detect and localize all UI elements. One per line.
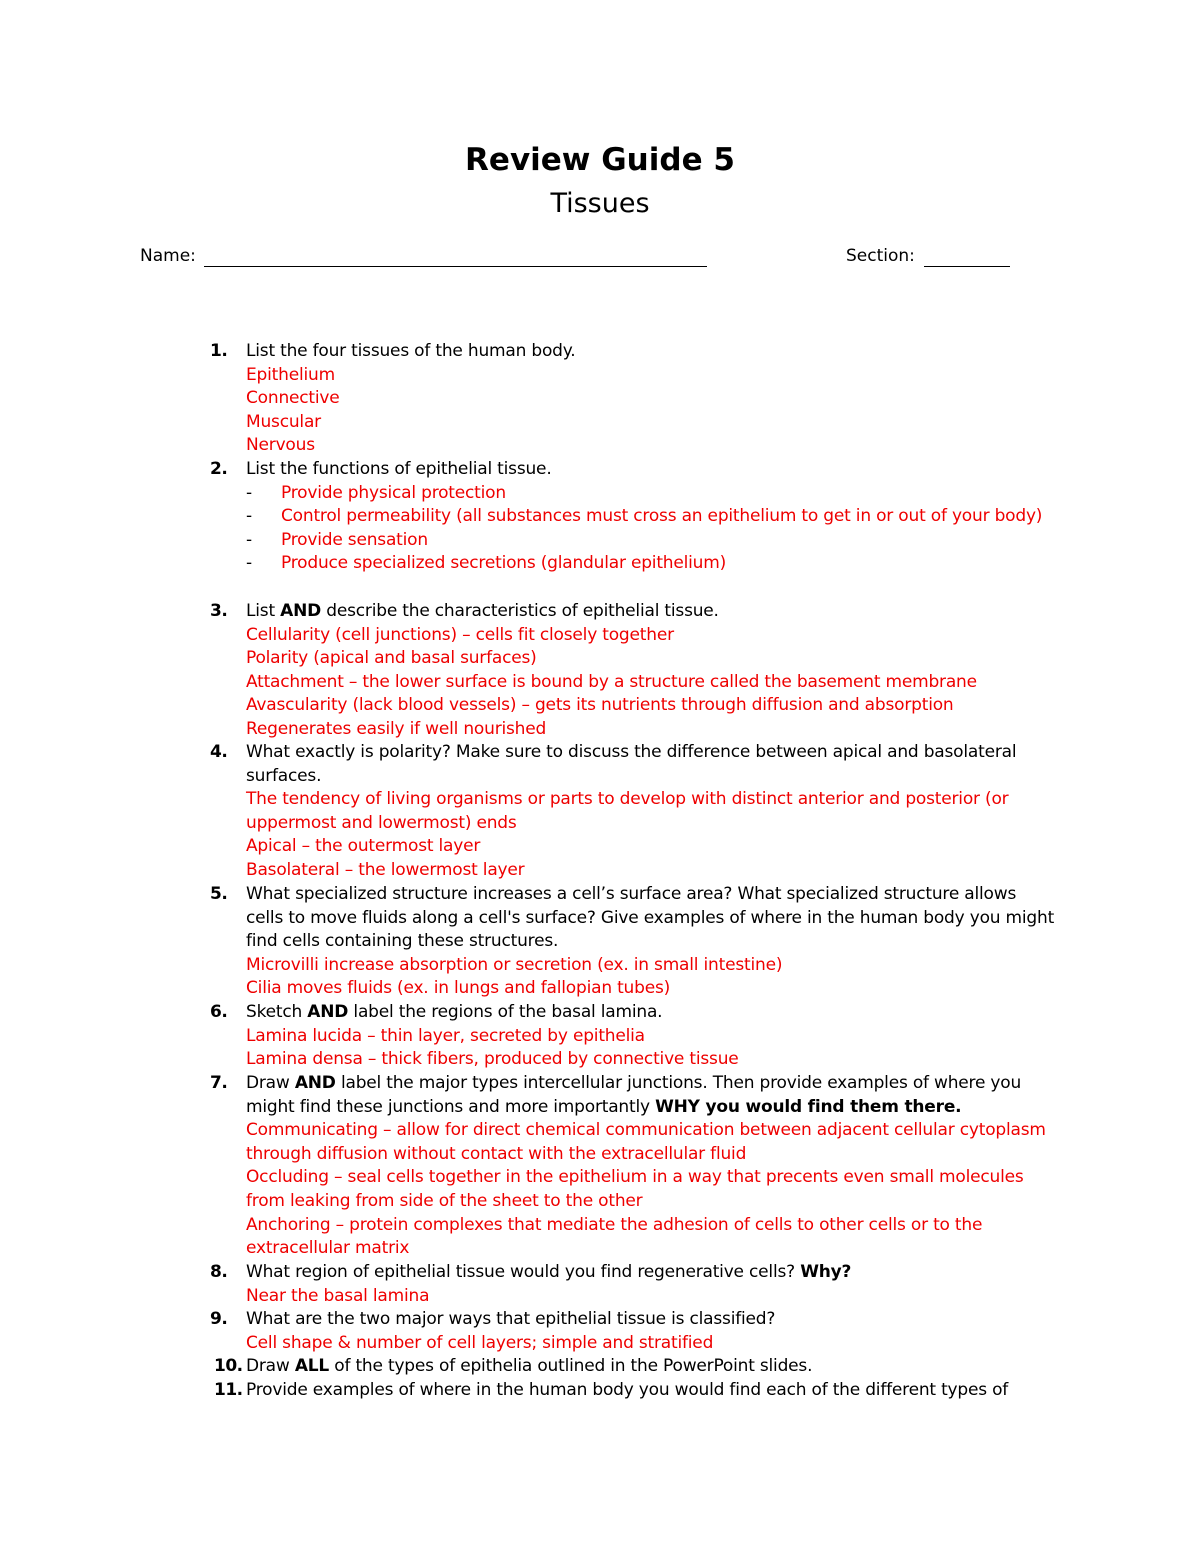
question-number: 8. (210, 1262, 228, 1282)
answer-line: Epithelium (246, 364, 335, 385)
answer-line: Nervous (246, 435, 315, 456)
answer-line: Cilia moves fluids (ex. in lungs and fallopian tubes) (246, 978, 671, 999)
page-title: Review Guide 5 (465, 142, 735, 178)
dash-bullet: - (246, 553, 252, 574)
list-item (246, 505, 1056, 529)
answer-line: Connective (246, 388, 340, 409)
question-number: 3. (210, 601, 228, 621)
answer-line: Occluding – seal cells together in the epithelium in a way that precents even small molecules from leaking from side of the sheet to the other (246, 1167, 1024, 1211)
question-number: 7. (210, 1073, 228, 1093)
question-number: 2. (210, 459, 228, 479)
answer-line: Muscular (246, 411, 321, 432)
answer-line: Anchoring – protein complexes that mediate the adhesion of cells to other cells or to the extracellular matrix (246, 1214, 983, 1259)
question-text: What exactly is polarity? Make sure to discuss the difference between apical and basolateral surfaces. (246, 742, 1017, 786)
answer-line: Provide physical protection (281, 482, 506, 503)
answer-line: Avascularity (lack blood vessels) – gets its nutrients through diffusion and absorption (246, 695, 954, 716)
answer-line: Regenerates easily if well nourished (246, 718, 547, 739)
answer-line: Cell shape & number of cell layers; simple and stratified (246, 1332, 714, 1353)
answer-line: Control permeability (all substances must cross an epithelium to get in or out of your body) (281, 506, 1043, 527)
answer-line: Microvilli increase absorption or secretion (ex. in small intestine) (246, 954, 783, 975)
answer-line: The tendency of living organisms or parts to develop with distinct anterior and posterior (or uppermost and lowermost) ends (246, 789, 1009, 833)
answer-line: Communicating – allow for direct chemical communication between adjacent cellular cytoplasm through diffusion without contact with the extracellular fluid (246, 1120, 1046, 1164)
dash-bullet: - (246, 506, 252, 527)
dash-bullet: - (246, 482, 252, 503)
question-text: List the four tissues of the human body. (246, 341, 576, 361)
question-number: 6. (210, 1002, 228, 1022)
list-item (246, 482, 1056, 506)
question-number: 4. (210, 742, 228, 762)
section-field-line (924, 266, 1010, 267)
section-label: Section: (846, 246, 915, 266)
answer-line: Cellularity (cell junctions) – cells fit closely together (246, 624, 674, 645)
answer-line: Basolateral – the lowermost layer (246, 859, 525, 880)
question-text: Draw ALL of the types of epithelia outlined in the PowerPoint slides. (246, 1356, 813, 1376)
answer-line: Lamina densa – thick fibers, produced by connective tissue (246, 1049, 739, 1070)
question-text: Sketch AND label the regions of the basal lamina. (246, 1002, 663, 1022)
question-number: 9. (210, 1309, 228, 1329)
page-subtitle: Tissues (550, 188, 650, 219)
answer-line: Lamina lucida – thin layer, secreted by epithelia (246, 1025, 645, 1046)
answer-line: Provide sensation (281, 529, 428, 550)
question-text: What specialized structure increases a cell’s surface area? What specialized structure allows cells to move fluids along a cell's surface? Give examples of where in the human body you might find cells containing these structures. (246, 884, 1055, 952)
question-number: 10. (214, 1356, 243, 1376)
list-item (246, 529, 1056, 553)
question-text: Provide examples of where in the human body you would find each of the different types of (246, 1380, 1009, 1400)
answer-line: Produce specialized secretions (glandular epithelium) (281, 553, 727, 574)
list-item (246, 552, 1056, 576)
answer-line: Polarity (apical and basal surfaces) (246, 648, 537, 669)
question-text: List the functions of epithelial tissue. (246, 459, 552, 479)
answer-line: Attachment – the lower surface is bound by a structure called the basement membrane (246, 671, 977, 692)
question-number: 11. (214, 1380, 243, 1400)
question-number: 5. (210, 884, 228, 904)
name-label: Name: (140, 246, 196, 266)
dash-bullet: - (246, 529, 252, 550)
answer-line: Apical – the outermost layer (246, 836, 481, 857)
question-number: 1. (210, 341, 228, 361)
question-text: What are the two major ways that epithelial tissue is classified? (246, 1309, 776, 1329)
answer-line: Near the basal lamina (246, 1285, 430, 1306)
name-field-line (204, 266, 707, 267)
question-text: List AND describe the characteristics of epithelial tissue. (246, 601, 719, 621)
question-text: Draw AND label the major types intercellular junctions. Then provide examples of where you might find these junctions and more importantly WHY you would find them there. (246, 1073, 1022, 1117)
question-text: What region of epithelial tissue would you find regenerative cells? Why? (246, 1262, 852, 1282)
